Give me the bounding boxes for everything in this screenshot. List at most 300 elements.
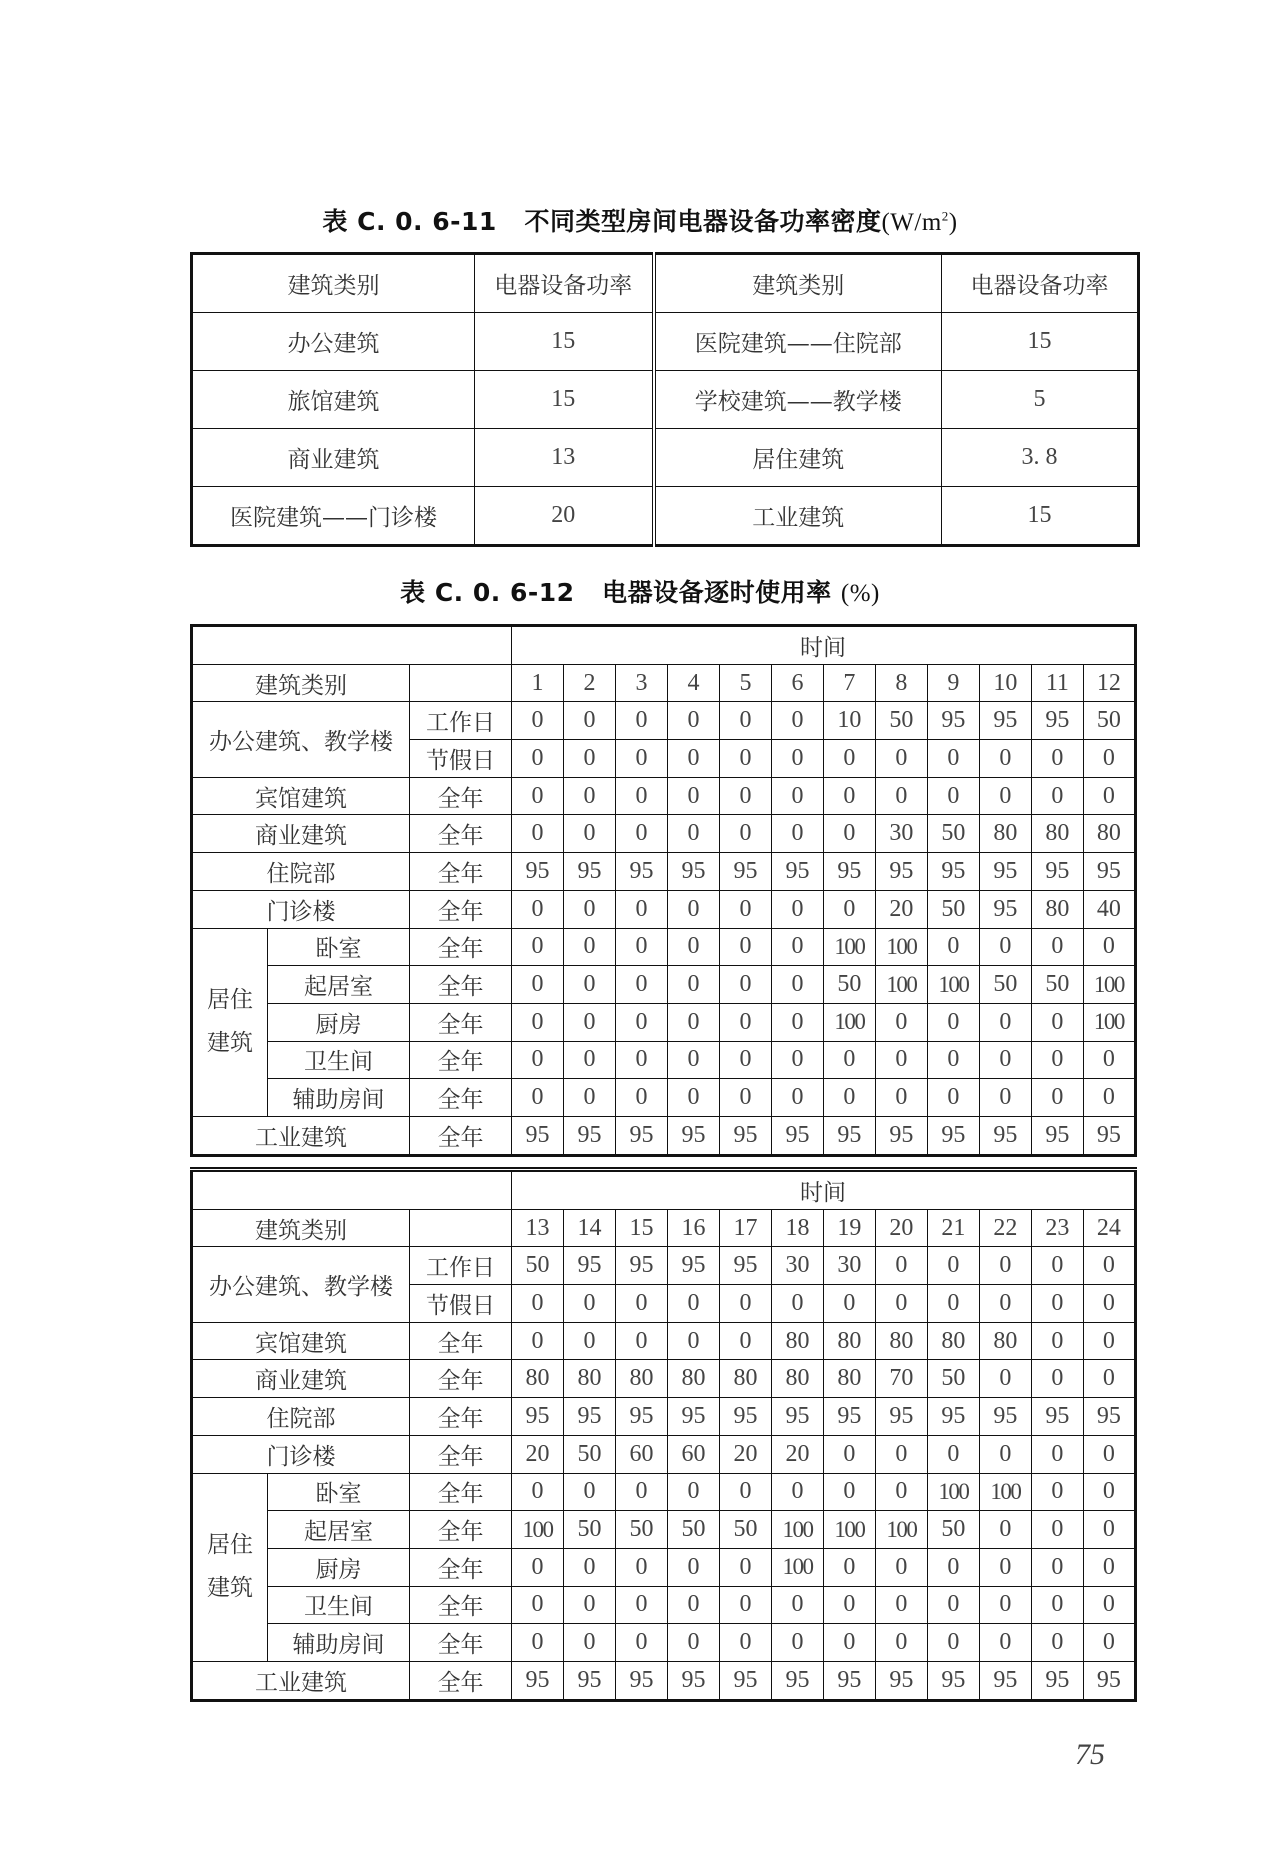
building-type-cell: 办公建筑 [192,313,475,371]
usage-value-cell: 0 [667,1624,719,1662]
hour-header-cell: 19 [823,1209,875,1247]
usage-value-cell: 20 [771,1435,823,1473]
usage-value-cell: 100 [771,1511,823,1549]
usage-value-cell: 95 [564,1116,616,1155]
building-type-cell: 宾馆建筑 [192,777,410,815]
usage-value-cell: 0 [1031,1624,1083,1662]
usage-value-cell: 95 [667,1247,719,1285]
usage-value-cell: 0 [564,1322,616,1360]
usage-value-cell: 95 [564,1398,616,1436]
table-row-auxiliary [192,1079,1136,1117]
usage-value-cell: 0 [616,1003,668,1041]
table2-caption [0,573,1280,609]
period-cell: 全年 [410,853,512,891]
usage-value-cell: 95 [616,853,668,891]
usage-value-cell: 80 [875,1322,927,1360]
room-type-cell: 厨房 [268,1548,410,1586]
usage-value-cell: 95 [564,1247,616,1285]
period-cell: 全年 [410,1322,512,1360]
usage-value-cell: 0 [1031,928,1083,966]
usage-value-cell: 0 [979,1003,1031,1041]
building-type-cell: 工业建筑 [192,1661,410,1700]
usage-value-cell: 0 [564,1041,616,1079]
usage-value-cell: 0 [667,966,719,1004]
usage-value-cell: 0 [771,1285,823,1323]
usage-value-cell: 0 [512,1586,564,1624]
usage-value-cell: 0 [979,1586,1031,1624]
usage-value-cell: 0 [719,815,771,853]
period-cell: 全年 [410,1041,512,1079]
usage-value-cell: 95 [1083,1398,1135,1436]
usage-value-cell: 0 [564,1285,616,1323]
usage-value-cell: 95 [1031,1398,1083,1436]
usage-value-cell: 95 [719,1661,771,1700]
usage-value-cell: 80 [823,1322,875,1360]
usage-value-cell: 60 [616,1435,668,1473]
usage-value-cell: 95 [667,1398,719,1436]
table-row-bathroom [192,1041,1136,1079]
usage-value-cell: 0 [823,740,875,778]
table1-row [192,487,1139,546]
office-category-cell: 办公建筑、教学楼 [192,1247,410,1322]
room-type-cell: 起居室 [268,1511,410,1549]
hour-header-cell: 8 [875,664,927,702]
usage-value-cell: 80 [564,1360,616,1398]
usage-value-cell: 95 [616,1398,668,1436]
usage-value-cell: 0 [667,1548,719,1586]
usage-value-cell: 0 [1031,1360,1083,1398]
usage-value-cell: 95 [616,1116,668,1155]
usage-value-cell: 100 [512,1511,564,1549]
usage-value-cell: 95 [875,1398,927,1436]
usage-value-cell: 0 [979,740,1031,778]
period-cell: 全年 [410,1116,512,1155]
usage-value-cell: 80 [979,1322,1031,1360]
usage-value-cell: 80 [1083,815,1135,853]
hour-header-cell: 11 [1031,664,1083,702]
usage-value-cell: 95 [719,1398,771,1436]
building-type-cell: 居住建筑 [654,429,942,487]
usage-value-cell: 95 [1031,1661,1083,1700]
usage-value-cell: 0 [823,1473,875,1511]
hour-header-cell: 16 [667,1209,719,1247]
table-row-living [192,1511,1136,1549]
usage-value-cell: 0 [927,1247,979,1285]
power-value-cell: 15 [942,487,1139,546]
usage-value-cell: 0 [1031,1511,1083,1549]
usage-value-cell: 0 [927,1548,979,1586]
hour-header-cell: 10 [979,664,1031,702]
time-header-row [192,1170,1136,1210]
usage-rate-table-hours-1-12 [190,624,1137,1157]
hour-header-cell: 5 [719,664,771,702]
usage-value-cell: 50 [667,1511,719,1549]
usage-value-cell: 0 [719,1285,771,1323]
usage-value-cell: 0 [1083,1473,1135,1511]
usage-value-cell: 0 [667,1079,719,1117]
residential-category-cell [192,928,268,1116]
hours-header-row [192,664,1136,702]
usage-value-cell: 100 [1083,1003,1135,1041]
table1-caption [0,202,1280,238]
usage-value-cell: 100 [875,928,927,966]
usage-value-cell: 0 [719,1548,771,1586]
usage-value-cell: 0 [1083,928,1135,966]
usage-value-cell: 0 [979,1285,1031,1323]
usage-value-cell: 0 [512,777,564,815]
usage-value-cell: 80 [667,1360,719,1398]
usage-value-cell: 0 [616,890,668,928]
usage-value-cell: 0 [512,1473,564,1511]
usage-value-cell: 95 [667,853,719,891]
usage-value-cell: 80 [512,1360,564,1398]
usage-value-cell: 0 [667,1285,719,1323]
usage-value-cell: 0 [667,1586,719,1624]
usage-value-cell: 95 [979,853,1031,891]
usage-value-cell: 0 [875,1586,927,1624]
usage-value-cell: 0 [1031,1079,1083,1117]
usage-value-cell: 0 [564,740,616,778]
usage-value-cell: 0 [1031,1003,1083,1041]
usage-value-cell: 30 [875,815,927,853]
building-type-cell: 商业建筑 [192,1360,410,1398]
usage-value-cell: 30 [823,1247,875,1285]
usage-value-cell: 0 [616,1548,668,1586]
building-type-cell: 医院建筑——住院部 [654,313,942,371]
usage-value-cell: 0 [771,1003,823,1041]
usage-value-cell: 50 [875,702,927,740]
power-value-cell: 15 [475,371,654,429]
period-cell: 全年 [410,815,512,853]
usage-value-cell: 95 [875,1661,927,1700]
residential-label-line1: 居住 [207,987,253,1014]
usage-value-cell: 0 [1031,1322,1083,1360]
usage-value-cell: 0 [667,890,719,928]
table-row-outpatient [192,1435,1136,1473]
usage-value-cell: 95 [1031,853,1083,891]
residential-label-line1: 居住 [207,1532,253,1559]
usage-value-cell: 95 [823,1398,875,1436]
room-type-cell: 卫生间 [268,1041,410,1079]
usage-value-cell: 95 [771,853,823,891]
hour-header-cell: 7 [823,664,875,702]
usage-value-cell: 50 [927,1360,979,1398]
usage-value-cell: 0 [979,1041,1031,1079]
usage-value-cell: 80 [771,1322,823,1360]
usage-value-cell: 0 [512,1079,564,1117]
usage-value-cell: 0 [719,966,771,1004]
period-cell: 全年 [410,928,512,966]
usage-value-cell: 0 [771,1624,823,1662]
usage-value-cell: 95 [979,1661,1031,1700]
building-type-cell: 旅馆建筑 [192,371,475,429]
hour-header-cell: 12 [1083,664,1135,702]
hour-header-cell: 3 [616,664,668,702]
usage-value-cell: 20 [719,1435,771,1473]
hour-header-cell: 18 [771,1209,823,1247]
usage-value-cell: 0 [771,966,823,1004]
usage-value-cell: 0 [616,928,668,966]
usage-value-cell: 0 [719,1586,771,1624]
usage-value-cell: 0 [616,777,668,815]
building-type-cell: 门诊楼 [192,890,410,928]
power-value-cell: 5 [942,371,1139,429]
usage-value-cell: 0 [823,1624,875,1662]
hour-header-cell: 24 [1083,1209,1135,1247]
usage-value-cell: 0 [823,815,875,853]
usage-value-cell: 0 [823,1435,875,1473]
usage-value-cell: 95 [616,1247,668,1285]
usage-value-cell: 0 [1083,1079,1135,1117]
usage-value-cell: 0 [1083,1586,1135,1624]
usage-value-cell: 0 [564,890,616,928]
power-value-cell: 15 [942,313,1139,371]
usage-value-cell: 95 [823,853,875,891]
usage-value-cell: 0 [927,1435,979,1473]
usage-value-cell: 0 [875,1285,927,1323]
usage-value-cell: 0 [564,1473,616,1511]
period-header-cell [410,1209,512,1247]
usage-value-cell: 95 [927,853,979,891]
usage-value-cell: 95 [979,702,1031,740]
usage-value-cell: 0 [875,740,927,778]
usage-value-cell: 50 [1031,966,1083,1004]
usage-value-cell: 95 [616,1661,668,1700]
usage-value-cell: 0 [564,1003,616,1041]
power-value-cell: 20 [475,487,654,546]
table-row-bathroom [192,1586,1136,1624]
table1-header-cell: 电器设备功率 [475,254,654,313]
room-type-cell: 辅助房间 [268,1079,410,1117]
usage-value-cell: 0 [979,1435,1031,1473]
residential-label-line2: 建筑 [207,1030,253,1057]
usage-value-cell: 0 [979,1548,1031,1586]
usage-value-cell: 0 [979,1079,1031,1117]
usage-value-cell: 0 [1083,1360,1135,1398]
usage-value-cell: 60 [667,1435,719,1473]
usage-value-cell: 0 [927,1285,979,1323]
usage-value-cell: 0 [979,1511,1031,1549]
usage-value-cell: 50 [719,1511,771,1549]
usage-value-cell: 0 [616,702,668,740]
period-cell: 全年 [410,777,512,815]
usage-value-cell: 80 [719,1360,771,1398]
usage-value-cell: 0 [512,1041,564,1079]
usage-value-cell: 95 [979,1116,1031,1155]
building-type-cell: 学校建筑——教学楼 [654,371,942,429]
table2-caption-title: 电器设备逐时使用率 [602,578,832,607]
hour-header-cell: 15 [616,1209,668,1247]
usage-value-cell: 95 [512,1398,564,1436]
usage-value-cell: 95 [1031,702,1083,740]
usage-value-cell: 100 [823,928,875,966]
period-cell: 全年 [410,1398,512,1436]
usage-value-cell: 95 [771,1661,823,1700]
usage-value-cell: 95 [875,1116,927,1155]
category-header-cell: 建筑类别 [192,1209,410,1247]
usage-value-cell: 50 [564,1511,616,1549]
usage-value-cell: 0 [927,1586,979,1624]
usage-value-cell: 0 [1083,1247,1135,1285]
usage-value-cell: 0 [1083,1322,1135,1360]
usage-value-cell: 80 [1031,890,1083,928]
table1-header-cell: 建筑类别 [654,254,942,313]
usage-value-cell: 0 [771,702,823,740]
usage-value-cell: 0 [719,1322,771,1360]
hour-header-cell: 20 [875,1209,927,1247]
table1-caption-unit: $(W/m^2)$ [881,208,958,236]
usage-value-cell: 95 [512,853,564,891]
period-cell: 节假日 [410,740,512,778]
usage-value-cell: 0 [667,928,719,966]
table1-row [192,313,1139,371]
building-type-cell: 医院建筑——门诊楼 [192,487,475,546]
usage-value-cell: 0 [927,777,979,815]
usage-value-cell: 0 [771,777,823,815]
usage-value-cell: 0 [564,1624,616,1662]
usage-value-cell: 0 [564,777,616,815]
table-row-commercial [192,1360,1136,1398]
usage-value-cell: 80 [927,1322,979,1360]
room-type-cell: 辅助房间 [268,1624,410,1662]
usage-value-cell: 0 [771,928,823,966]
usage-value-cell: 0 [1031,1435,1083,1473]
table-row-outpatient [192,890,1136,928]
usage-value-cell: 0 [1083,1041,1135,1079]
period-cell: 全年 [410,890,512,928]
usage-value-cell: 95 [719,853,771,891]
category-header-cell: 建筑类别 [192,664,410,702]
usage-value-cell: 0 [667,777,719,815]
residential-category-cell [192,1473,268,1661]
usage-value-cell: 0 [771,1041,823,1079]
usage-value-cell: 100 [875,966,927,1004]
power-density-table [190,252,1140,547]
period-cell: 全年 [410,1473,512,1511]
period-cell: 全年 [410,1511,512,1549]
power-value-cell: 15 [475,313,654,371]
table-row-office-workday [192,702,1136,740]
usage-value-cell: 50 [927,1511,979,1549]
usage-value-cell: 0 [564,1079,616,1117]
usage-value-cell: 80 [771,1360,823,1398]
usage-value-cell: 0 [875,1247,927,1285]
usage-value-cell: 50 [823,966,875,1004]
usage-value-cell: 0 [1083,1285,1135,1323]
usage-value-cell: 0 [616,1285,668,1323]
building-type-cell: 工业建筑 [654,487,942,546]
usage-value-cell: 0 [1083,1511,1135,1549]
table-row-commercial [192,815,1136,853]
table-row-office-workday [192,1247,1136,1285]
usage-value-cell: 80 [1031,815,1083,853]
usage-value-cell: 100 [823,1003,875,1041]
usage-value-cell: 0 [616,1041,668,1079]
usage-value-cell: 0 [1031,777,1083,815]
table-row-bedroom [192,928,1136,966]
usage-value-cell: 0 [927,1003,979,1041]
usage-value-cell: 0 [927,928,979,966]
usage-value-cell: 0 [719,1041,771,1079]
hour-header-cell: 1 [512,664,564,702]
building-type-cell: 宾馆建筑 [192,1322,410,1360]
usage-value-cell: 0 [927,1624,979,1662]
time-header-cell: 时间 [512,1170,1136,1210]
period-cell: 全年 [410,1548,512,1586]
hour-header-cell: 13 [512,1209,564,1247]
usage-value-cell: 0 [1083,1548,1135,1586]
usage-value-cell: 0 [1083,1435,1135,1473]
usage-value-cell: 0 [564,815,616,853]
usage-value-cell: 0 [979,1247,1031,1285]
hour-header-cell: 6 [771,664,823,702]
usage-value-cell: 100 [771,1548,823,1586]
usage-value-cell: 0 [1083,1624,1135,1662]
usage-value-cell: 0 [719,777,771,815]
table1-header-cell: 建筑类别 [192,254,475,313]
usage-value-cell: 0 [719,1473,771,1511]
usage-value-cell: 70 [875,1360,927,1398]
period-cell: 节假日 [410,1285,512,1323]
room-type-cell: 厨房 [268,1003,410,1041]
table-row-kitchen [192,1548,1136,1586]
usage-value-cell: 95 [667,1661,719,1700]
blank-corner-cell [192,1170,512,1210]
usage-value-cell: 0 [719,740,771,778]
usage-value-cell: 0 [719,1079,771,1117]
usage-value-cell: 0 [1031,740,1083,778]
period-cell: 全年 [410,1435,512,1473]
usage-value-cell: 40 [1083,890,1135,928]
usage-value-cell: 0 [512,1003,564,1041]
usage-value-cell: 0 [667,1041,719,1079]
usage-value-cell: 95 [927,1116,979,1155]
hour-header-cell: 22 [979,1209,1031,1247]
room-type-cell: 卫生间 [268,1586,410,1624]
usage-value-cell: 0 [823,1285,875,1323]
usage-value-cell: 0 [564,1586,616,1624]
usage-value-cell: 95 [1083,1661,1135,1700]
usage-value-cell: 50 [927,815,979,853]
period-cell: 全年 [410,1003,512,1041]
hour-header-cell: 2 [564,664,616,702]
usage-value-cell: 0 [771,1079,823,1117]
usage-value-cell: 80 [823,1360,875,1398]
usage-value-cell: 0 [875,1003,927,1041]
period-cell: 全年 [410,1624,512,1662]
usage-value-cell: 95 [927,1661,979,1700]
usage-value-cell: 0 [875,1473,927,1511]
residential-label-line2: 建筑 [207,1575,253,1602]
power-value-cell: 13 [475,429,654,487]
usage-value-cell: 0 [512,740,564,778]
usage-value-cell: 0 [823,1041,875,1079]
usage-value-cell: 0 [1031,1473,1083,1511]
usage-value-cell: 20 [512,1435,564,1473]
usage-value-cell: 0 [512,890,564,928]
usage-value-cell: 0 [512,1322,564,1360]
usage-value-cell: 0 [1083,777,1135,815]
table-row-hotel [192,1322,1136,1360]
hours-header-row [192,1209,1136,1247]
usage-value-cell: 0 [667,702,719,740]
time-header-cell: 时间 [512,626,1136,665]
usage-value-cell: 95 [927,1398,979,1436]
usage-value-cell: 0 [1031,1041,1083,1079]
table2-caption-unit: (%) [840,580,880,607]
usage-value-cell: 50 [564,1435,616,1473]
usage-value-cell: 95 [719,1116,771,1155]
